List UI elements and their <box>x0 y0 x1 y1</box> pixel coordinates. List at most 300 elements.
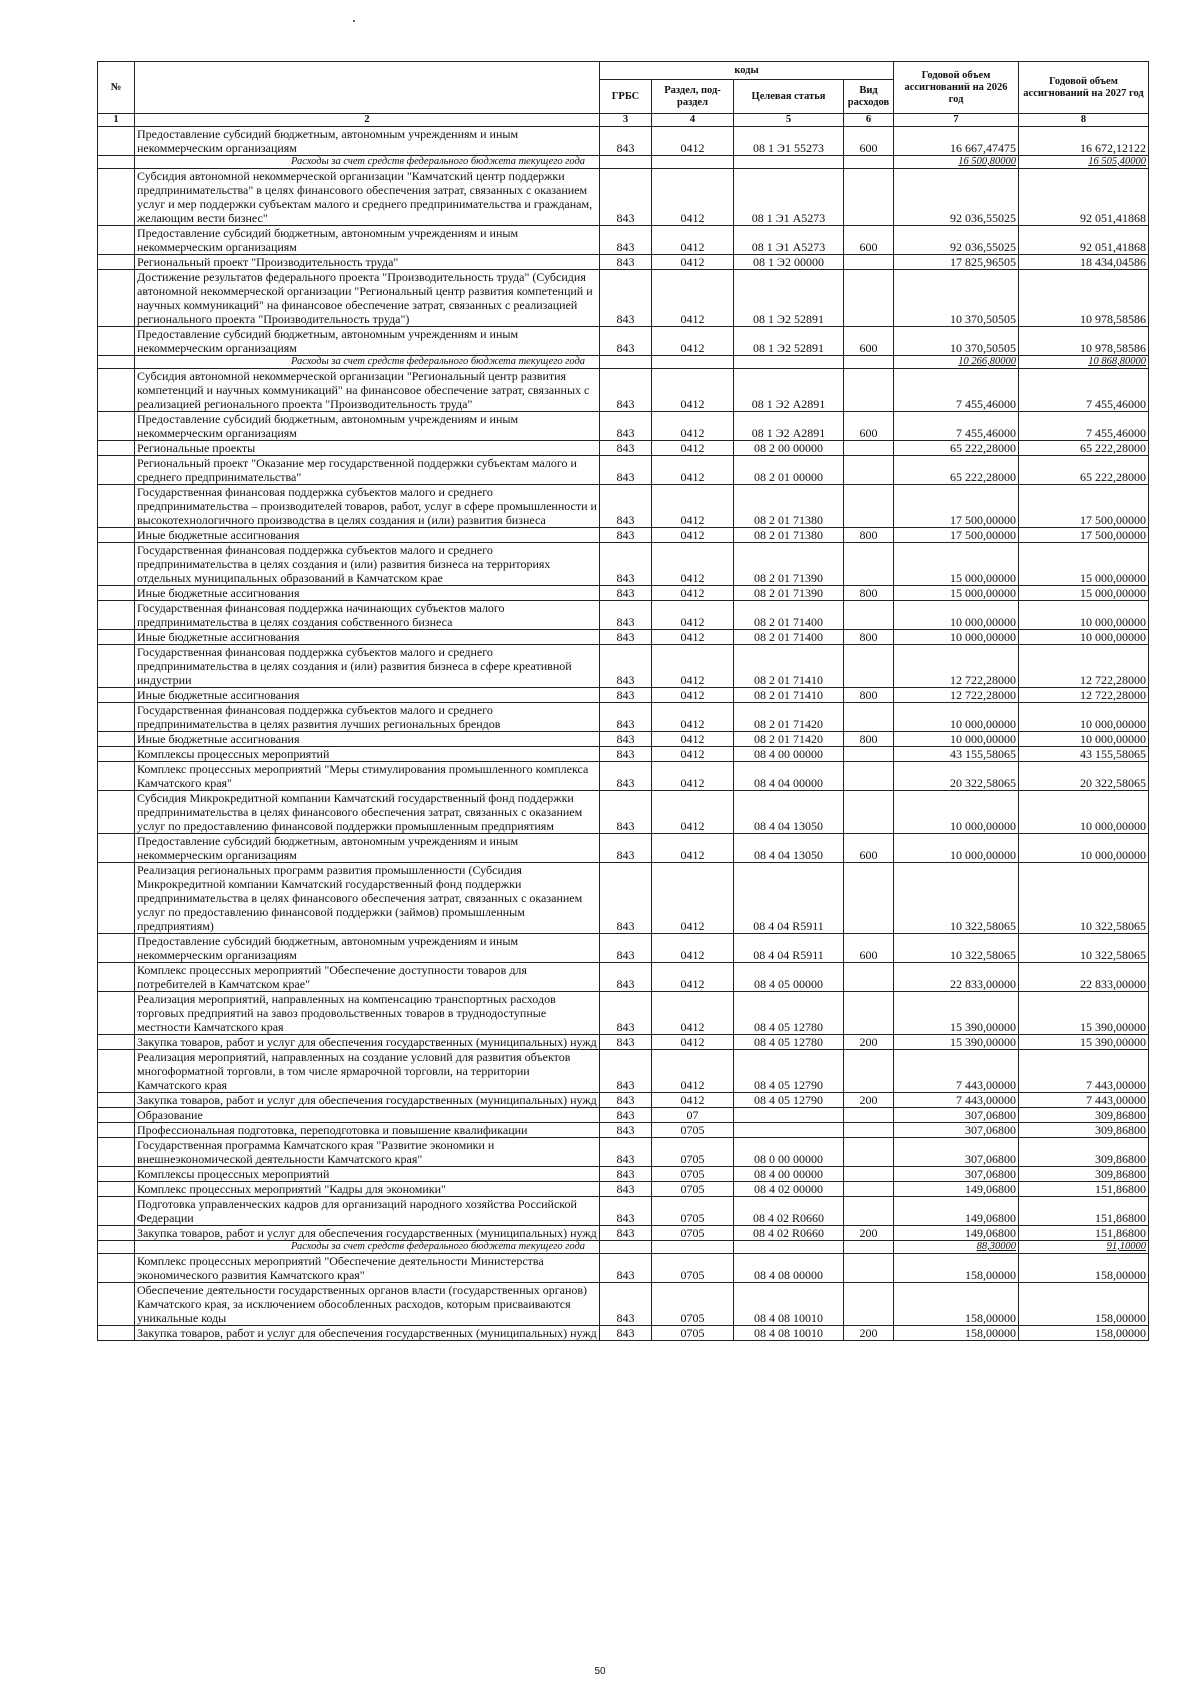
row-name: Комплекс процессных мероприятий "Обеспечение доступности товаров для потребителей в Камчатском крае" <box>135 963 600 992</box>
expense-type-code <box>844 645 894 688</box>
row-name: Комплекс процессных мероприятий "Кадры для экономики" <box>135 1182 600 1197</box>
amount-2026: 149,06800 <box>894 1182 1019 1197</box>
grbs-code: 843 <box>600 1226 652 1241</box>
grbs-code: 843 <box>600 1167 652 1182</box>
grbs-code: 843 <box>600 1182 652 1197</box>
row-number <box>98 1326 135 1341</box>
header-razdel: Раздел, под-раздел <box>652 80 734 114</box>
column-index: 2 <box>135 114 600 127</box>
row-number <box>98 1182 135 1197</box>
expense-type-code: 600 <box>844 412 894 441</box>
row-name: Субсидия автономной некоммерческой организации "Региональный центр развития компетенций и научных коммуникаций" на финансовое обеспечение затрат, связанных с реализацией регионального проекта "Производительность труда" <box>135 369 600 412</box>
table-row <box>98 586 1149 601</box>
expense-type-code <box>844 1241 894 1254</box>
razdel-code: 0412 <box>652 732 734 747</box>
row-name: Комплекс процессных мероприятий "Меры стимулирования промышленного комплекса Камчатского края" <box>135 762 600 791</box>
amount-2027: 92 051,41868 <box>1019 169 1149 226</box>
grbs-code: 843 <box>600 863 652 934</box>
header-name <box>135 62 600 114</box>
target-article-code: 08 4 05 12790 <box>734 1050 844 1093</box>
page-number: 50 <box>594 1666 606 1677</box>
row-number <box>98 327 135 356</box>
razdel-code: 0412 <box>652 543 734 586</box>
table-row <box>98 1197 1149 1226</box>
row-name: Реализация мероприятий, направленных на создание условий для развития объектов многоформатной торговли, в том числе ярмарочной торговли, на территории Камчатского края <box>135 1050 600 1093</box>
grbs-code: 843 <box>600 688 652 703</box>
expense-type-code <box>844 703 894 732</box>
expense-type-code <box>844 270 894 327</box>
amount-2027: 10 322,58065 <box>1019 863 1149 934</box>
table-row <box>98 1108 1149 1123</box>
razdel-code: 0412 <box>652 169 734 226</box>
row-number <box>98 485 135 528</box>
grbs-code: 843 <box>600 1283 652 1326</box>
row-number <box>98 630 135 645</box>
amount-2027: 17 500,00000 <box>1019 528 1149 543</box>
target-article-code: 08 2 01 71390 <box>734 543 844 586</box>
row-number <box>98 412 135 441</box>
amount-2027: 158,00000 <box>1019 1254 1149 1283</box>
table-row <box>98 1138 1149 1167</box>
grbs-code: 843 <box>600 1050 652 1093</box>
row-number <box>98 1197 135 1226</box>
table-row <box>98 441 1149 456</box>
amount-2026: 7 443,00000 <box>894 1050 1019 1093</box>
table-row <box>98 1182 1149 1197</box>
target-article-code: 08 2 01 71420 <box>734 732 844 747</box>
row-number <box>98 992 135 1035</box>
row-number <box>98 1138 135 1167</box>
amount-2026: 158,00000 <box>894 1254 1019 1283</box>
amount-2027: 22 833,00000 <box>1019 963 1149 992</box>
amount-2026: 16 667,47475 <box>894 127 1019 156</box>
target-article-code: 08 4 05 00000 <box>734 963 844 992</box>
amount-2026: 15 000,00000 <box>894 586 1019 601</box>
target-article-code: 08 1 Э2 А2891 <box>734 412 844 441</box>
amount-2027: 10 322,58065 <box>1019 934 1149 963</box>
amount-2027: 92 051,41868 <box>1019 226 1149 255</box>
target-article-code: 08 1 Э1 А5273 <box>734 169 844 226</box>
row-number <box>98 703 135 732</box>
amount-2026: 7 443,00000 <box>894 1093 1019 1108</box>
column-index: 3 <box>600 114 652 127</box>
expense-type-code <box>844 863 894 934</box>
amount-2026: 65 222,28000 <box>894 441 1019 456</box>
razdel-code: 0705 <box>652 1182 734 1197</box>
amount-2026: 92 036,55025 <box>894 226 1019 255</box>
table-row <box>98 992 1149 1035</box>
amount-2026: 65 222,28000 <box>894 456 1019 485</box>
target-article-code: 08 4 02 00000 <box>734 1182 844 1197</box>
column-index: 4 <box>652 114 734 127</box>
grbs-code <box>600 356 652 369</box>
expense-type-code <box>844 791 894 834</box>
row-number <box>98 934 135 963</box>
row-number <box>98 645 135 688</box>
row-number <box>98 369 135 412</box>
row-name: Подготовка управленческих кадров для организаций народного хозяйства Российской Федерации <box>135 1197 600 1226</box>
grbs-code: 843 <box>600 485 652 528</box>
table-row <box>98 1254 1149 1283</box>
expense-type-code <box>844 1050 894 1093</box>
grbs-code: 843 <box>600 1108 652 1123</box>
amount-2027: 10 000,00000 <box>1019 703 1149 732</box>
amount-2026: 149,06800 <box>894 1226 1019 1241</box>
target-article-code: 08 4 08 10010 <box>734 1326 844 1341</box>
amount-2026: 22 833,00000 <box>894 963 1019 992</box>
target-article-code: 08 1 Э2 00000 <box>734 255 844 270</box>
table-row <box>98 485 1149 528</box>
row-number <box>98 732 135 747</box>
amount-2027: 7 443,00000 <box>1019 1050 1149 1093</box>
expense-type-code <box>844 156 894 169</box>
table-row <box>98 412 1149 441</box>
header-expense-type: Вид расходов <box>844 80 894 114</box>
amount-2026: 10 000,00000 <box>894 834 1019 863</box>
expense-type-code <box>844 356 894 369</box>
grbs-code: 843 <box>600 703 652 732</box>
target-article-code: 08 2 01 71410 <box>734 688 844 703</box>
row-name: Закупка товаров, работ и услуг для обеспечения государственных (муниципальных) нужд <box>135 1093 600 1108</box>
razdel-code: 0412 <box>652 630 734 645</box>
table-row <box>98 747 1149 762</box>
table-row <box>98 1167 1149 1182</box>
target-article-code: 08 4 02 R0660 <box>734 1197 844 1226</box>
grbs-code: 843 <box>600 456 652 485</box>
row-name: Закупка товаров, работ и услуг для обеспечения государственных (муниципальных) нужд <box>135 1035 600 1050</box>
table-row <box>98 732 1149 747</box>
grbs-code: 843 <box>600 169 652 226</box>
row-name: Субсидия Микрокредитной компании Камчатский государственный фонд поддержки предпринимательства в целях финансового обеспечения затрат, связанных с оказанием услуг по предоставлению финансовой поддержки промышленным предприятиям <box>135 791 600 834</box>
table-row <box>98 543 1149 586</box>
amount-2027: 309,86800 <box>1019 1108 1149 1123</box>
expense-type-code <box>844 543 894 586</box>
razdel-code: 0705 <box>652 1283 734 1326</box>
target-article-code: 08 4 00 00000 <box>734 1167 844 1182</box>
target-article-code: 08 2 01 71400 <box>734 630 844 645</box>
table-body <box>98 127 1149 1341</box>
amount-2026: 307,06800 <box>894 1108 1019 1123</box>
amount-2026: 10 266,80000 <box>894 356 1019 369</box>
grbs-code: 843 <box>600 226 652 255</box>
row-number <box>98 1050 135 1093</box>
amount-2027: 91,10000 <box>1019 1241 1149 1254</box>
amount-2026: 10 322,58065 <box>894 863 1019 934</box>
table-row <box>98 791 1149 834</box>
amount-2027: 12 722,28000 <box>1019 645 1149 688</box>
row-name: Предоставление субсидий бюджетным, автономным учреждениям и иным некоммерческим организациям <box>135 412 600 441</box>
row-name: Образование <box>135 1108 600 1123</box>
target-article-code: 08 4 05 12780 <box>734 1035 844 1050</box>
target-article-code: 08 1 Э2 52891 <box>734 327 844 356</box>
amount-2027: 10 000,00000 <box>1019 630 1149 645</box>
header-target-article: Целевая статья <box>734 80 844 114</box>
expense-type-code: 600 <box>844 127 894 156</box>
amount-2027: 10 000,00000 <box>1019 601 1149 630</box>
amount-2027: 43 155,58065 <box>1019 747 1149 762</box>
table-row <box>98 1326 1149 1341</box>
amount-2026: 15 000,00000 <box>894 543 1019 586</box>
razdel-code: 0412 <box>652 747 734 762</box>
grbs-code: 843 <box>600 601 652 630</box>
grbs-code: 843 <box>600 1254 652 1283</box>
table-row <box>98 1035 1149 1050</box>
expense-type-code <box>844 169 894 226</box>
row-name: Предоставление субсидий бюджетным, автономным учреждениям и иным некоммерческим организациям <box>135 127 600 156</box>
amount-2027: 158,00000 <box>1019 1283 1149 1326</box>
header-volume-2026: Годовой объем ассигнований на 2026 год <box>894 62 1019 114</box>
target-article-code: 08 4 05 12790 <box>734 1093 844 1108</box>
amount-2027: 20 322,58065 <box>1019 762 1149 791</box>
federal-funds-row <box>98 1241 1149 1254</box>
table-row <box>98 601 1149 630</box>
table-row <box>98 169 1149 226</box>
row-number <box>98 356 135 369</box>
razdel-code: 0705 <box>652 1167 734 1182</box>
amount-2027: 309,86800 <box>1019 1167 1149 1182</box>
razdel-code: 0412 <box>652 834 734 863</box>
row-number <box>98 456 135 485</box>
target-article-code: 08 4 08 10010 <box>734 1283 844 1326</box>
row-name: Реализация мероприятий, направленных на компенсацию транспортных расходов торговых предприятий на завоз продовольственных товаров в труднодоступные местности Камчатского края <box>135 992 600 1035</box>
amount-2027: 7 443,00000 <box>1019 1093 1149 1108</box>
header-num: № <box>98 62 135 114</box>
row-number <box>98 1283 135 1326</box>
amount-2027: 10 000,00000 <box>1019 791 1149 834</box>
row-name: Предоставление субсидий бюджетным, автономным учреждениям и иным некоммерческим организациям <box>135 327 600 356</box>
table-row <box>98 963 1149 992</box>
row-number <box>98 270 135 327</box>
row-name: Закупка товаров, работ и услуг для обеспечения государственных (муниципальных) нужд <box>135 1326 600 1341</box>
razdel-code: 0412 <box>652 255 734 270</box>
target-article-code <box>734 1108 844 1123</box>
table-row <box>98 645 1149 688</box>
razdel-code: 0412 <box>652 412 734 441</box>
expense-type-code <box>844 601 894 630</box>
target-article-code: 08 2 01 71400 <box>734 601 844 630</box>
column-index: 8 <box>1019 114 1149 127</box>
table-row <box>98 528 1149 543</box>
amount-2026: 149,06800 <box>894 1197 1019 1226</box>
razdel-code: 0412 <box>652 127 734 156</box>
row-name: Достижение результатов федерального проекта "Производительность труда" (Субсидия автономной некоммерческой организации "Региональный центр развития компетенций и научных коммуникаций" на финансовое обеспечение затрат, связанных с реализацией регионального проекта "Производительность труда") <box>135 270 600 327</box>
header-grbs: ГРБС <box>600 80 652 114</box>
razdel-code <box>652 156 734 169</box>
expense-type-code <box>844 1108 894 1123</box>
target-article-code: 08 2 01 71380 <box>734 528 844 543</box>
row-number <box>98 601 135 630</box>
expense-type-code <box>844 1254 894 1283</box>
row-name: Региональный проект "Оказание мер государственной поддержки субъектам малого и среднего предпринимательства" <box>135 456 600 485</box>
header-volume-2027: Годовой объем ассигнований на 2027 год <box>1019 62 1149 114</box>
expense-type-code: 600 <box>844 934 894 963</box>
amount-2027: 10 868,80000 <box>1019 356 1149 369</box>
razdel-code: 0412 <box>652 586 734 601</box>
target-article-code: 08 4 02 R0660 <box>734 1226 844 1241</box>
target-article-code: 08 2 01 00000 <box>734 456 844 485</box>
target-article-code: 08 1 Э2 52891 <box>734 270 844 327</box>
target-article-code: 08 4 04 00000 <box>734 762 844 791</box>
target-article-code: 08 4 04 13050 <box>734 834 844 863</box>
grbs-code: 843 <box>600 528 652 543</box>
target-article-code <box>734 156 844 169</box>
amount-2027: 16 672,12122 <box>1019 127 1149 156</box>
amount-2026: 92 036,55025 <box>894 169 1019 226</box>
target-article-code: 08 1 Э1 А5273 <box>734 226 844 255</box>
grbs-code: 843 <box>600 270 652 327</box>
amount-2027: 151,86800 <box>1019 1182 1149 1197</box>
grbs-code <box>600 1241 652 1254</box>
grbs-code: 843 <box>600 992 652 1035</box>
razdel-code: 0412 <box>652 1035 734 1050</box>
expense-type-code: 800 <box>844 732 894 747</box>
expense-type-code <box>844 1138 894 1167</box>
amount-2026: 158,00000 <box>894 1283 1019 1326</box>
row-name: Расходы за счет средств федерального бюджета текущего года <box>135 356 600 369</box>
razdel-code: 0705 <box>652 1138 734 1167</box>
table-row <box>98 703 1149 732</box>
table-row <box>98 270 1149 327</box>
amount-2026: 17 825,96505 <box>894 255 1019 270</box>
amount-2027: 151,86800 <box>1019 1226 1149 1241</box>
column-index: 7 <box>894 114 1019 127</box>
row-number <box>98 441 135 456</box>
amount-2026: 10 322,58065 <box>894 934 1019 963</box>
grbs-code: 843 <box>600 732 652 747</box>
razdel-code: 0412 <box>652 601 734 630</box>
table-row <box>98 1050 1149 1093</box>
razdel-code: 0705 <box>652 1123 734 1138</box>
razdel-code: 0412 <box>652 226 734 255</box>
razdel-code: 07 <box>652 1108 734 1123</box>
amount-2026: 158,00000 <box>894 1326 1019 1341</box>
target-article-code: 08 2 01 71390 <box>734 586 844 601</box>
grbs-code: 843 <box>600 543 652 586</box>
amount-2027: 10 000,00000 <box>1019 732 1149 747</box>
row-number <box>98 1093 135 1108</box>
amount-2026: 12 722,28000 <box>894 688 1019 703</box>
expense-type-code: 200 <box>844 1093 894 1108</box>
amount-2026: 10 370,50505 <box>894 327 1019 356</box>
target-article-code: 08 4 00 00000 <box>734 747 844 762</box>
grbs-code: 843 <box>600 791 652 834</box>
row-number <box>98 762 135 791</box>
column-index: 1 <box>98 114 135 127</box>
razdel-code: 0412 <box>652 762 734 791</box>
row-number <box>98 226 135 255</box>
razdel-code: 0412 <box>652 992 734 1035</box>
target-article-code: 08 2 01 71420 <box>734 703 844 732</box>
razdel-code: 0412 <box>652 703 734 732</box>
grbs-code: 843 <box>600 586 652 601</box>
expense-type-code <box>844 441 894 456</box>
table-row <box>98 327 1149 356</box>
row-number <box>98 747 135 762</box>
table-row <box>98 226 1149 255</box>
row-number <box>98 255 135 270</box>
target-article-code: 08 2 00 00000 <box>734 441 844 456</box>
amount-2026: 17 500,00000 <box>894 485 1019 528</box>
row-name: Государственная финансовая поддержка субъектов малого и среднего предпринимательства в целях развития лучших региональных брендов <box>135 703 600 732</box>
razdel-code <box>652 1241 734 1254</box>
expense-type-code <box>844 762 894 791</box>
grbs-code: 843 <box>600 1035 652 1050</box>
expense-type-code: 600 <box>844 327 894 356</box>
amount-2027: 158,00000 <box>1019 1326 1149 1341</box>
table-row <box>98 630 1149 645</box>
target-article-code: 08 4 08 00000 <box>734 1254 844 1283</box>
expense-type-code <box>844 1197 894 1226</box>
amount-2027: 309,86800 <box>1019 1123 1149 1138</box>
razdel-code: 0412 <box>652 270 734 327</box>
table-row <box>98 255 1149 270</box>
row-name: Комплексы процессных мероприятий <box>135 1167 600 1182</box>
scan-speck <box>353 20 355 22</box>
grbs-code: 843 <box>600 747 652 762</box>
row-name: Расходы за счет средств федерального бюджета текущего года <box>135 1241 600 1254</box>
table-header <box>98 62 1149 127</box>
expense-type-code: 800 <box>844 528 894 543</box>
row-name: Иные бюджетные ассигнования <box>135 688 600 703</box>
federal-funds-row <box>98 356 1149 369</box>
amount-2027: 10 000,00000 <box>1019 834 1149 863</box>
budget-table <box>97 61 1149 1341</box>
expense-type-code: 200 <box>844 1326 894 1341</box>
amount-2027: 10 978,58586 <box>1019 270 1149 327</box>
target-article-code: 08 4 05 12780 <box>734 992 844 1035</box>
row-name: Обеспечение деятельности государственных органов власти (государственных органов) Камчатского края, за исключением обособленных расходов, которым присваиваются уникальные коды <box>135 1283 600 1326</box>
expense-type-code <box>844 747 894 762</box>
grbs-code: 843 <box>600 369 652 412</box>
target-article-code: 08 2 01 71380 <box>734 485 844 528</box>
expense-type-code: 600 <box>844 226 894 255</box>
amount-2027: 65 222,28000 <box>1019 441 1149 456</box>
amount-2026: 16 500,80000 <box>894 156 1019 169</box>
amount-2027: 15 390,00000 <box>1019 992 1149 1035</box>
amount-2026: 15 390,00000 <box>894 992 1019 1035</box>
target-article-code: 08 2 01 71410 <box>734 645 844 688</box>
row-number <box>98 586 135 601</box>
razdel-code: 0412 <box>652 485 734 528</box>
target-article-code: 08 1 Э1 55273 <box>734 127 844 156</box>
row-number <box>98 688 135 703</box>
table-row <box>98 127 1149 156</box>
expense-type-code: 800 <box>844 586 894 601</box>
table-row <box>98 688 1149 703</box>
grbs-code: 843 <box>600 834 652 863</box>
row-name: Расходы за счет средств федерального бюджета текущего года <box>135 156 600 169</box>
target-article-code <box>734 1123 844 1138</box>
table-row <box>98 456 1149 485</box>
amount-2026: 12 722,28000 <box>894 645 1019 688</box>
row-number <box>98 863 135 934</box>
expense-type-code: 200 <box>844 1226 894 1241</box>
row-number <box>98 127 135 156</box>
amount-2026: 10 000,00000 <box>894 630 1019 645</box>
row-number <box>98 1035 135 1050</box>
expense-type-code <box>844 456 894 485</box>
row-name: Закупка товаров, работ и услуг для обеспечения государственных (муниципальных) нужд <box>135 1226 600 1241</box>
amount-2027: 15 000,00000 <box>1019 586 1149 601</box>
razdel-code: 0412 <box>652 327 734 356</box>
grbs-code: 843 <box>600 327 652 356</box>
razdel-code: 0705 <box>652 1254 734 1283</box>
row-name: Государственная финансовая поддержка субъектов малого и среднего предпринимательства в целях создания и (или) развития бизнеса в сфере креативной индустрии <box>135 645 600 688</box>
federal-funds-row <box>98 156 1149 169</box>
razdel-code: 0412 <box>652 863 734 934</box>
amount-2026: 20 322,58065 <box>894 762 1019 791</box>
grbs-code: 843 <box>600 441 652 456</box>
